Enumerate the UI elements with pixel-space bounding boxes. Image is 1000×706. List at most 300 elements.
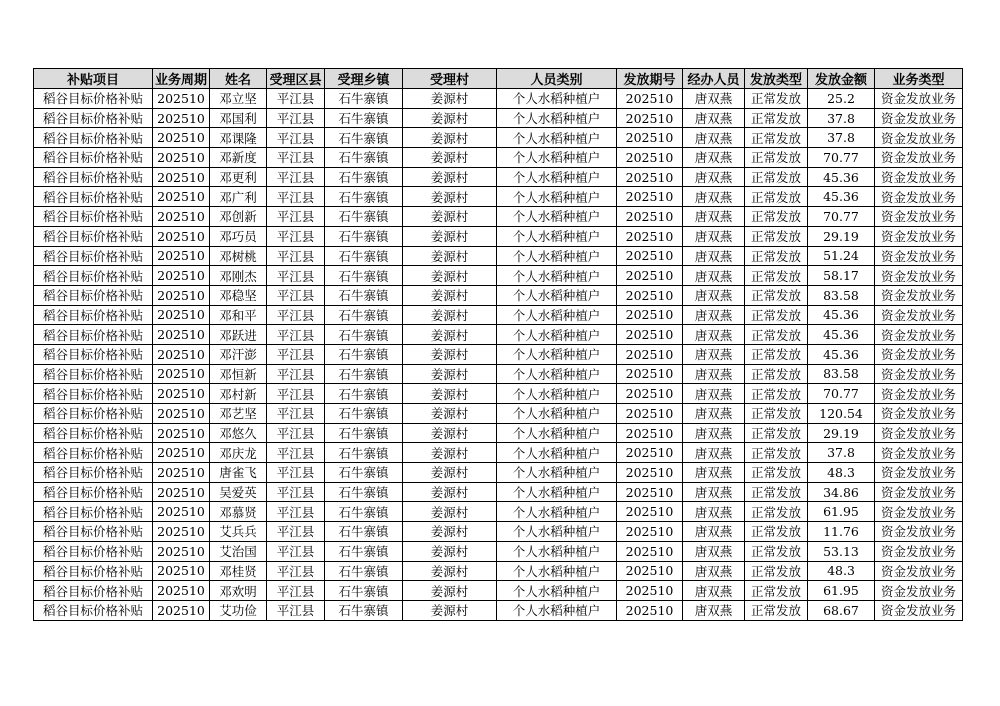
table-cell: 202510	[617, 148, 683, 168]
table-cell: 资金发放业务	[875, 108, 963, 128]
table-cell: 48.3	[808, 561, 875, 581]
table-cell: 202510	[153, 305, 210, 325]
table-cell: 平江县	[267, 541, 325, 561]
column-header: 发放金额	[808, 69, 875, 89]
table-cell: 资金发放业务	[875, 187, 963, 207]
table-cell: 邓艺坚	[210, 404, 267, 424]
table-cell: 稻谷目标价格补贴	[34, 167, 153, 187]
table-row	[34, 364, 963, 384]
table-cell: 资金发放业务	[875, 384, 963, 404]
table-cell: 个人水稻种植户	[497, 266, 617, 286]
table-cell: 平江县	[267, 285, 325, 305]
table-cell: 稻谷目标价格补贴	[34, 108, 153, 128]
table-cell: 资金发放业务	[875, 226, 963, 246]
table-cell: 石牛寨镇	[325, 482, 403, 502]
table-cell: 平江县	[267, 344, 325, 364]
table-cell: 平江县	[267, 581, 325, 601]
table-cell: 姜源村	[403, 187, 497, 207]
table-cell: 平江县	[267, 226, 325, 246]
table-cell: 平江县	[267, 108, 325, 128]
table-cell: 202510	[153, 541, 210, 561]
table-cell: 邓庆龙	[210, 443, 267, 463]
table-cell: 石牛寨镇	[325, 384, 403, 404]
table-cell: 202510	[153, 266, 210, 286]
table-cell: 45.36	[808, 325, 875, 345]
table-cell: 正常发放	[745, 404, 808, 424]
table-cell: 正常发放	[745, 167, 808, 187]
table-cell: 姜源村	[403, 285, 497, 305]
table-cell: 平江县	[267, 305, 325, 325]
table-cell: 稻谷目标价格补贴	[34, 148, 153, 168]
table-cell: 25.2	[808, 89, 875, 109]
table-cell: 石牛寨镇	[325, 423, 403, 443]
table-cell: 正常发放	[745, 187, 808, 207]
table-cell: 个人水稻种植户	[497, 482, 617, 502]
table-cell: 平江县	[267, 561, 325, 581]
table-cell: 姜源村	[403, 600, 497, 620]
table-cell: 202510	[617, 502, 683, 522]
table-cell: 120.54	[808, 404, 875, 424]
table-cell: 稻谷目标价格补贴	[34, 541, 153, 561]
table-cell: 唐双燕	[683, 128, 745, 148]
table-cell: 姜源村	[403, 226, 497, 246]
table-cell: 石牛寨镇	[325, 89, 403, 109]
table-cell: 姜源村	[403, 404, 497, 424]
table-cell: 平江县	[267, 600, 325, 620]
table-cell: 石牛寨镇	[325, 344, 403, 364]
table-cell: 资金发放业务	[875, 207, 963, 227]
table-cell: 唐双燕	[683, 305, 745, 325]
table-cell: 正常发放	[745, 541, 808, 561]
table-row	[34, 463, 963, 483]
table-cell: 正常发放	[745, 207, 808, 227]
table-cell: 37.8	[808, 443, 875, 463]
table-cell: 202510	[153, 443, 210, 463]
table-cell: 石牛寨镇	[325, 325, 403, 345]
table-cell: 正常发放	[745, 561, 808, 581]
table-row	[34, 600, 963, 620]
table-cell: 唐双燕	[683, 148, 745, 168]
table-cell: 姜源村	[403, 482, 497, 502]
table-cell: 姜源村	[403, 581, 497, 601]
table-cell: 资金发放业务	[875, 148, 963, 168]
table-cell: 个人水稻种植户	[497, 443, 617, 463]
table-cell: 202510	[617, 404, 683, 424]
table-cell: 石牛寨镇	[325, 522, 403, 542]
table-cell: 邓国利	[210, 108, 267, 128]
table-cell: 邓创新	[210, 207, 267, 227]
table-row	[34, 128, 963, 148]
table-cell: 202510	[617, 266, 683, 286]
table-cell: 稻谷目标价格补贴	[34, 187, 153, 207]
table-cell: 34.86	[808, 482, 875, 502]
table-cell: 正常发放	[745, 502, 808, 522]
table-cell: 稻谷目标价格补贴	[34, 404, 153, 424]
table-cell: 202510	[153, 600, 210, 620]
table-cell: 正常发放	[745, 148, 808, 168]
table-cell: 正常发放	[745, 423, 808, 443]
table-cell: 唐双燕	[683, 600, 745, 620]
table-cell: 唐双燕	[683, 482, 745, 502]
table-cell: 姜源村	[403, 128, 497, 148]
table-row	[34, 187, 963, 207]
table-cell: 61.95	[808, 502, 875, 522]
table-cell: 个人水稻种植户	[497, 522, 617, 542]
table-cell: 稻谷目标价格补贴	[34, 285, 153, 305]
table-cell: 资金发放业务	[875, 285, 963, 305]
column-header: 姓名	[210, 69, 267, 89]
table-cell: 姜源村	[403, 266, 497, 286]
table-cell: 石牛寨镇	[325, 581, 403, 601]
table-row	[34, 344, 963, 364]
table-cell: 29.19	[808, 423, 875, 443]
table-row	[34, 502, 963, 522]
table-cell: 平江县	[267, 423, 325, 443]
table-cell: 稻谷目标价格补贴	[34, 226, 153, 246]
table-cell: 唐双燕	[683, 561, 745, 581]
table-cell: 70.77	[808, 148, 875, 168]
table-cell: 石牛寨镇	[325, 502, 403, 522]
table-cell: 202510	[617, 285, 683, 305]
table-cell: 稻谷目标价格补贴	[34, 266, 153, 286]
table-row	[34, 285, 963, 305]
table-cell: 202510	[153, 482, 210, 502]
table-row	[34, 108, 963, 128]
table-cell: 资金发放业务	[875, 482, 963, 502]
table-cell: 稻谷目标价格补贴	[34, 502, 153, 522]
table-cell: 202510	[153, 364, 210, 384]
table-cell: 石牛寨镇	[325, 148, 403, 168]
table-cell: 202510	[617, 561, 683, 581]
table-cell: 稻谷目标价格补贴	[34, 305, 153, 325]
table-cell: 资金发放业务	[875, 404, 963, 424]
table-cell: 平江县	[267, 89, 325, 109]
table-cell: 唐双燕	[683, 344, 745, 364]
table-cell: 202510	[617, 522, 683, 542]
table-cell: 正常发放	[745, 344, 808, 364]
table-cell: 70.77	[808, 384, 875, 404]
table-cell: 姜源村	[403, 541, 497, 561]
table-cell: 姜源村	[403, 167, 497, 187]
table-cell: 29.19	[808, 226, 875, 246]
table-cell: 稻谷目标价格补贴	[34, 325, 153, 345]
table-cell: 邓立坚	[210, 89, 267, 109]
table-cell: 唐双燕	[683, 502, 745, 522]
table-cell: 37.8	[808, 128, 875, 148]
table-cell: 姜源村	[403, 502, 497, 522]
table-cell: 45.36	[808, 187, 875, 207]
column-header: 发放期号	[617, 69, 683, 89]
table-cell: 202510	[153, 108, 210, 128]
table-cell: 61.95	[808, 581, 875, 601]
table-cell: 石牛寨镇	[325, 246, 403, 266]
table-cell: 资金发放业务	[875, 344, 963, 364]
table-row	[34, 305, 963, 325]
table-cell: 姜源村	[403, 108, 497, 128]
table-cell: 唐双燕	[683, 226, 745, 246]
table-cell: 53.13	[808, 541, 875, 561]
table-cell: 邓刚杰	[210, 266, 267, 286]
table-cell: 个人水稻种植户	[497, 463, 617, 483]
table-cell: 202510	[153, 404, 210, 424]
table-cell: 唐双燕	[683, 187, 745, 207]
table-cell: 个人水稻种植户	[497, 384, 617, 404]
table-cell: 202510	[153, 246, 210, 266]
table-cell: 唐双燕	[683, 463, 745, 483]
table-cell: 石牛寨镇	[325, 600, 403, 620]
table-cell: 平江县	[267, 463, 325, 483]
table-cell: 个人水稻种植户	[497, 285, 617, 305]
table-cell: 石牛寨镇	[325, 463, 403, 483]
table-cell: 正常发放	[745, 128, 808, 148]
table-cell: 202510	[617, 128, 683, 148]
table-cell: 资金发放业务	[875, 463, 963, 483]
table-cell: 石牛寨镇	[325, 541, 403, 561]
table-cell: 资金发放业务	[875, 167, 963, 187]
table-cell: 邓树桃	[210, 246, 267, 266]
table-cell: 正常发放	[745, 443, 808, 463]
table-body	[34, 89, 963, 621]
table-cell: 个人水稻种植户	[497, 502, 617, 522]
table-cell: 艾功俭	[210, 600, 267, 620]
table-cell: 姜源村	[403, 443, 497, 463]
table-cell: 稻谷目标价格补贴	[34, 443, 153, 463]
table-cell: 202510	[617, 463, 683, 483]
column-header: 发放类型	[745, 69, 808, 89]
table-row	[34, 384, 963, 404]
table-cell: 202510	[617, 364, 683, 384]
table-cell: 正常发放	[745, 266, 808, 286]
table-cell: 正常发放	[745, 463, 808, 483]
table-cell: 唐双燕	[683, 167, 745, 187]
table-row	[34, 266, 963, 286]
table-cell: 唐双燕	[683, 384, 745, 404]
table-cell: 个人水稻种植户	[497, 581, 617, 601]
table-row	[34, 325, 963, 345]
table-cell: 个人水稻种植户	[497, 128, 617, 148]
table-cell: 资金发放业务	[875, 423, 963, 443]
table-cell: 202510	[617, 443, 683, 463]
table-cell: 邓桂贤	[210, 561, 267, 581]
table-cell: 艾兵兵	[210, 522, 267, 542]
table-cell: 石牛寨镇	[325, 305, 403, 325]
table-cell: 石牛寨镇	[325, 561, 403, 581]
table-cell: 正常发放	[745, 305, 808, 325]
table-cell: 资金发放业务	[875, 305, 963, 325]
table-cell: 个人水稻种植户	[497, 344, 617, 364]
column-header: 受理乡镇	[325, 69, 403, 89]
table-cell: 姜源村	[403, 522, 497, 542]
table-cell: 邓和平	[210, 305, 267, 325]
table-cell: 唐双燕	[683, 325, 745, 345]
table-cell: 202510	[617, 187, 683, 207]
table-cell: 邓恒新	[210, 364, 267, 384]
table-cell: 202510	[153, 187, 210, 207]
table-cell: 平江县	[267, 364, 325, 384]
table-cell: 姜源村	[403, 325, 497, 345]
table-cell: 68.67	[808, 600, 875, 620]
table-cell: 个人水稻种植户	[497, 246, 617, 266]
table-cell: 稻谷目标价格补贴	[34, 600, 153, 620]
table-cell: 资金发放业务	[875, 600, 963, 620]
table-row	[34, 423, 963, 443]
table-cell: 平江县	[267, 325, 325, 345]
table-cell: 正常发放	[745, 89, 808, 109]
table-cell: 202510	[617, 384, 683, 404]
table-cell: 平江县	[267, 246, 325, 266]
table-row	[34, 89, 963, 109]
table-cell: 姜源村	[403, 344, 497, 364]
table-cell: 个人水稻种植户	[497, 364, 617, 384]
table-cell: 平江县	[267, 522, 325, 542]
table-cell: 202510	[617, 89, 683, 109]
table-cell: 唐双燕	[683, 266, 745, 286]
table-cell: 唐双燕	[683, 89, 745, 109]
table-cell: 稻谷目标价格补贴	[34, 128, 153, 148]
table-cell: 石牛寨镇	[325, 285, 403, 305]
table-cell: 石牛寨镇	[325, 207, 403, 227]
table-cell: 石牛寨镇	[325, 404, 403, 424]
table-cell: 姜源村	[403, 89, 497, 109]
table-row	[34, 541, 963, 561]
table-row	[34, 404, 963, 424]
table-cell: 稻谷目标价格补贴	[34, 581, 153, 601]
table-cell: 资金发放业务	[875, 364, 963, 384]
table-cell: 稻谷目标价格补贴	[34, 522, 153, 542]
table-cell: 正常发放	[745, 108, 808, 128]
table-cell: 资金发放业务	[875, 581, 963, 601]
table-cell: 48.3	[808, 463, 875, 483]
table-cell: 唐双燕	[683, 285, 745, 305]
table-cell: 202510	[153, 148, 210, 168]
column-header: 补贴项目	[34, 69, 153, 89]
table-cell: 平江县	[267, 443, 325, 463]
table-cell: 邓悠久	[210, 423, 267, 443]
table-row	[34, 561, 963, 581]
table-cell: 58.17	[808, 266, 875, 286]
table-cell: 202510	[617, 305, 683, 325]
table-cell: 83.58	[808, 364, 875, 384]
table-cell: 平江县	[267, 502, 325, 522]
table-cell: 202510	[617, 482, 683, 502]
table-cell: 唐双燕	[683, 207, 745, 227]
table-cell: 稻谷目标价格补贴	[34, 423, 153, 443]
table-cell: 83.58	[808, 285, 875, 305]
table-cell: 邓课隆	[210, 128, 267, 148]
table-cell: 正常发放	[745, 600, 808, 620]
table-cell: 平江县	[267, 187, 325, 207]
table-cell: 资金发放业务	[875, 443, 963, 463]
table-cell: 平江县	[267, 482, 325, 502]
table-cell: 个人水稻种植户	[497, 541, 617, 561]
table-cell: 37.8	[808, 108, 875, 128]
table-cell: 202510	[617, 108, 683, 128]
table-cell: 45.36	[808, 167, 875, 187]
table-cell: 资金发放业务	[875, 89, 963, 109]
table-cell: 正常发放	[745, 581, 808, 601]
table-cell: 姜源村	[403, 384, 497, 404]
table-cell: 正常发放	[745, 482, 808, 502]
table-cell: 邓跃进	[210, 325, 267, 345]
table-cell: 个人水稻种植户	[497, 167, 617, 187]
table-cell: 平江县	[267, 384, 325, 404]
column-header: 受理村	[403, 69, 497, 89]
table-cell: 唐双燕	[683, 581, 745, 601]
table-row	[34, 226, 963, 246]
table-cell: 45.36	[808, 344, 875, 364]
table-cell: 稻谷目标价格补贴	[34, 561, 153, 581]
table-cell: 202510	[617, 344, 683, 364]
table-cell: 202510	[617, 581, 683, 601]
table-cell: 姜源村	[403, 246, 497, 266]
table-cell: 稻谷目标价格补贴	[34, 364, 153, 384]
column-header: 业务周期	[153, 69, 210, 89]
table-cell: 个人水稻种植户	[497, 600, 617, 620]
table-row	[34, 167, 963, 187]
table-cell: 资金发放业务	[875, 522, 963, 542]
table-cell: 个人水稻种植户	[497, 561, 617, 581]
table-cell: 正常发放	[745, 522, 808, 542]
subsidy-table	[33, 68, 963, 621]
table-cell: 石牛寨镇	[325, 167, 403, 187]
table-cell: 姜源村	[403, 207, 497, 227]
header-row	[34, 69, 963, 89]
column-header: 经办人员	[683, 69, 745, 89]
table-cell: 石牛寨镇	[325, 108, 403, 128]
table-cell: 石牛寨镇	[325, 226, 403, 246]
subsidy-sheet	[33, 68, 963, 621]
table-cell: 稻谷目标价格补贴	[34, 89, 153, 109]
table-cell: 石牛寨镇	[325, 266, 403, 286]
table-cell: 邓新度	[210, 148, 267, 168]
table-cell: 个人水稻种植户	[497, 423, 617, 443]
table-cell: 202510	[153, 581, 210, 601]
table-cell: 202510	[153, 384, 210, 404]
table-cell: 唐双燕	[683, 522, 745, 542]
table-cell: 邓广利	[210, 187, 267, 207]
table-cell: 稻谷目标价格补贴	[34, 344, 153, 364]
table-cell: 姜源村	[403, 364, 497, 384]
table-row	[34, 443, 963, 463]
table-cell: 个人水稻种植户	[497, 187, 617, 207]
table-cell: 邓村新	[210, 384, 267, 404]
table-cell: 稻谷目标价格补贴	[34, 463, 153, 483]
table-cell: 邓更利	[210, 167, 267, 187]
table-cell: 202510	[617, 207, 683, 227]
table-cell: 正常发放	[745, 384, 808, 404]
column-header: 人员类别	[497, 69, 617, 89]
table-cell: 艾治国	[210, 541, 267, 561]
table-cell: 姜源村	[403, 305, 497, 325]
table-cell: 202510	[153, 522, 210, 542]
table-cell: 吴爱英	[210, 482, 267, 502]
table-cell: 石牛寨镇	[325, 128, 403, 148]
table-cell: 邓慕贤	[210, 502, 267, 522]
table-cell: 邓稳坚	[210, 285, 267, 305]
table-cell: 202510	[153, 285, 210, 305]
table-cell: 202510	[153, 423, 210, 443]
table-cell: 稻谷目标价格补贴	[34, 207, 153, 227]
table-cell: 唐双燕	[683, 443, 745, 463]
table-cell: 平江县	[267, 148, 325, 168]
table-cell: 稻谷目标价格补贴	[34, 246, 153, 266]
table-cell: 唐双燕	[683, 246, 745, 266]
table-cell: 202510	[153, 167, 210, 187]
table-cell: 202510	[153, 344, 210, 364]
table-cell: 资金发放业务	[875, 128, 963, 148]
table-cell: 姜源村	[403, 561, 497, 581]
table-cell: 稻谷目标价格补贴	[34, 482, 153, 502]
